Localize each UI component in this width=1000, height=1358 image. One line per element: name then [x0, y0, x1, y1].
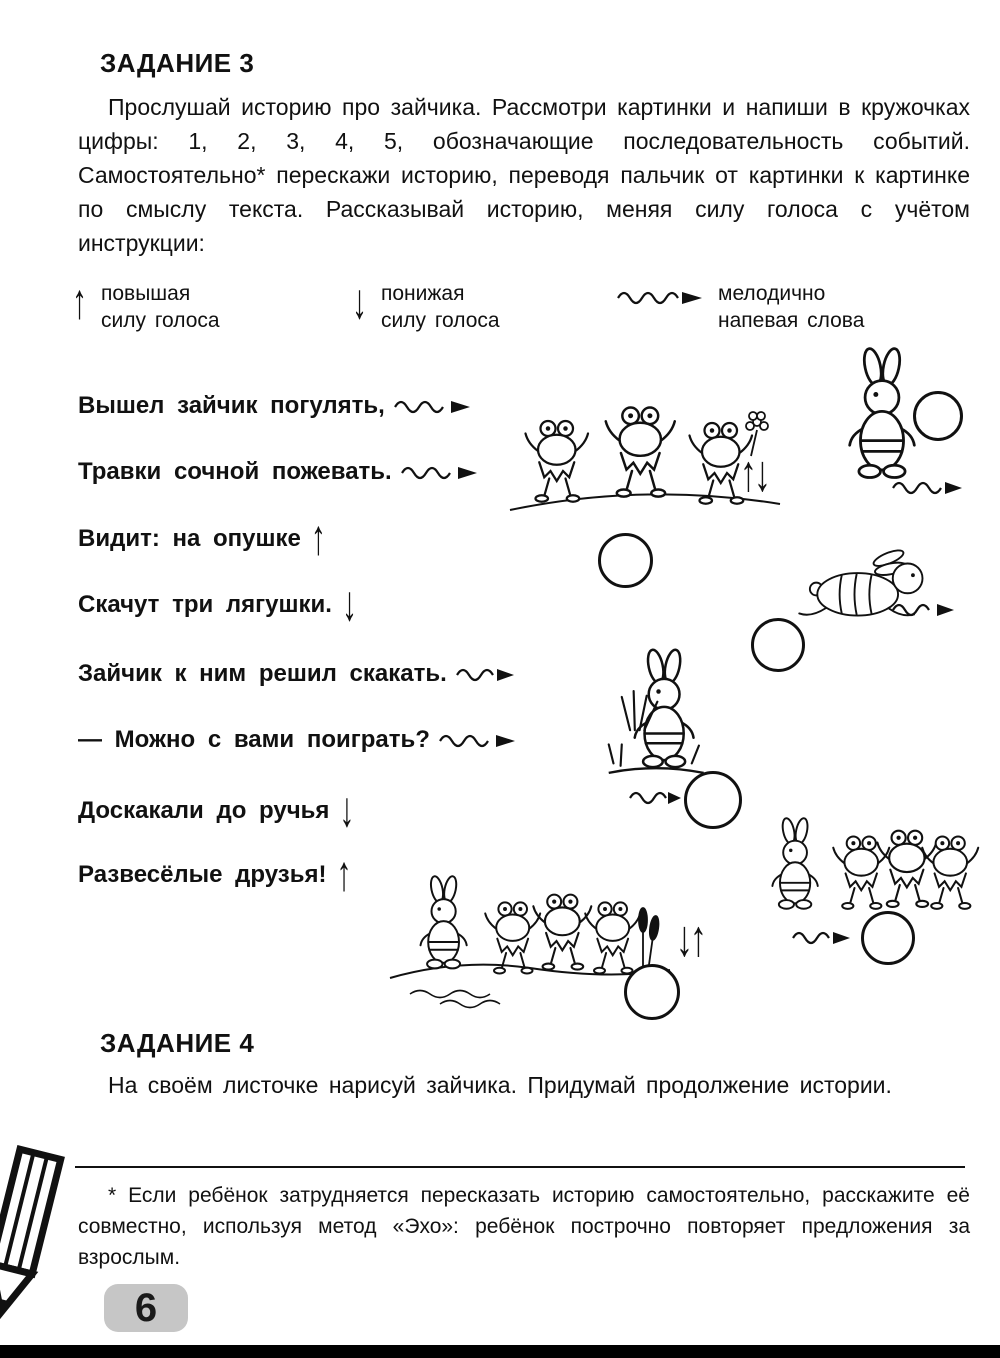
footnote-text: * Если ребёнок затрудняется пересказать историю самостоятельно, расскажите её совместно, используя метод «Эхо»: ребёнок построчно повторяет предложения за взрослым. — [78, 1184, 970, 1269]
up-arrow-icon: ↑ — [310, 510, 326, 566]
wavy-arrow-icon — [793, 928, 851, 946]
poem-line-7 — [78, 782, 355, 838]
wavy-arrow-icon — [440, 731, 516, 749]
answer-circle-4[interactable] — [684, 771, 742, 829]
wavy-arrow-icon — [402, 463, 478, 481]
legend-raise-line2: силу голоса — [101, 309, 220, 332]
wavy-arrow-icon — [618, 288, 704, 306]
poem-line-5 — [78, 660, 515, 688]
answer-circle-1[interactable] — [598, 533, 653, 588]
task3-title: ЗАДАНИЕ 3 — [100, 48, 255, 78]
down-up-arrows-icon: ↓↑ — [676, 910, 704, 968]
running-rabbit-illustration — [778, 545, 948, 633]
bottom-bar — [0, 1345, 1000, 1358]
answer-circle-2[interactable] — [913, 391, 963, 441]
wavy-arrow-icon — [893, 478, 963, 496]
poem-line-1 — [78, 392, 471, 420]
down-arrow-icon: ↓ — [339, 782, 355, 838]
poem-line-6 — [78, 726, 516, 754]
poem-line-7-text: Доскакали до ручья — [78, 797, 330, 824]
poem-line-5-text: Зайчик к ним решил скакать. — [78, 660, 447, 687]
footnote-divider — [75, 1166, 965, 1168]
up-down-arrows-icon: ↑↓ — [740, 445, 768, 503]
answer-circle-5[interactable] — [861, 911, 915, 965]
wavy-arrow-icon — [457, 665, 515, 683]
up-arrow-icon: ↑ — [72, 274, 87, 330]
task3-intro: Прослушай историю про зайчика. Рассмотри картинки и напиши в кружочках цифры: 1, 2, 3, 4, 5, обозначающие последовательность событий. Самостоятельно* перескажи историю, переводя пальчик от картинки к картинке по смыслу текста. Рассказывай историю, меняя силу голоса с учётом инструкции: — [78, 94, 970, 256]
legend-melodic-text — [718, 280, 864, 334]
poem-line-2-text: Травки сочной пожевать. — [78, 458, 392, 485]
legend-lower-text — [381, 280, 500, 334]
down-arrow-icon: ↓ — [341, 576, 357, 632]
rabbit-with-grass-illustration — [600, 640, 710, 780]
poem-line-3-text: Видит: на опушке — [78, 525, 301, 552]
wavy-arrow-icon — [893, 600, 955, 618]
pencil-icon — [0, 1150, 100, 1335]
legend-lower-line2: силу голоса — [381, 309, 500, 332]
wavy-arrow-icon — [630, 788, 682, 806]
poem-line-2 — [78, 458, 478, 486]
poem-line-8 — [78, 846, 352, 902]
wavy-arrow-icon — [395, 397, 471, 415]
answer-circle-3[interactable] — [751, 618, 805, 672]
legend-raise-text — [101, 280, 220, 334]
legend-lower-line1: понижая — [381, 282, 465, 305]
task4-title: ЗАДАНИЕ 4 — [100, 1028, 255, 1058]
legend-raise-line1: повышая — [101, 282, 191, 305]
poem-line-3 — [78, 510, 326, 566]
legend-melodic-line2: напевая слова — [718, 309, 865, 332]
poem-line-4 — [78, 576, 357, 632]
task4-text: На своём листочке нарисуй зайчика. Придумай продолжение истории. — [108, 1072, 892, 1098]
legend-melodic-line1: мелодично — [718, 282, 826, 305]
poem-line-6-text: — Можно с вами поиграть? — [78, 726, 430, 753]
poem-line-8-text: Развесёлые друзья! — [78, 861, 327, 888]
answer-circle-6[interactable] — [624, 964, 680, 1020]
page-number: 6 — [104, 1284, 188, 1332]
poem-line-4-text: Скачут три лягушки. — [78, 591, 332, 618]
legend-item-melodic — [618, 280, 864, 334]
standing-rabbit-illustration — [842, 345, 922, 487]
down-arrow-icon: ↓ — [352, 274, 367, 330]
legend-item-lower — [352, 274, 500, 334]
rabbit-and-frogs-walking-illustration — [765, 790, 965, 918]
up-arrow-icon: ↑ — [336, 846, 352, 902]
legend-item-raise — [72, 274, 220, 334]
poem-line-1-text: Вышел зайчик погулять, — [78, 392, 385, 419]
